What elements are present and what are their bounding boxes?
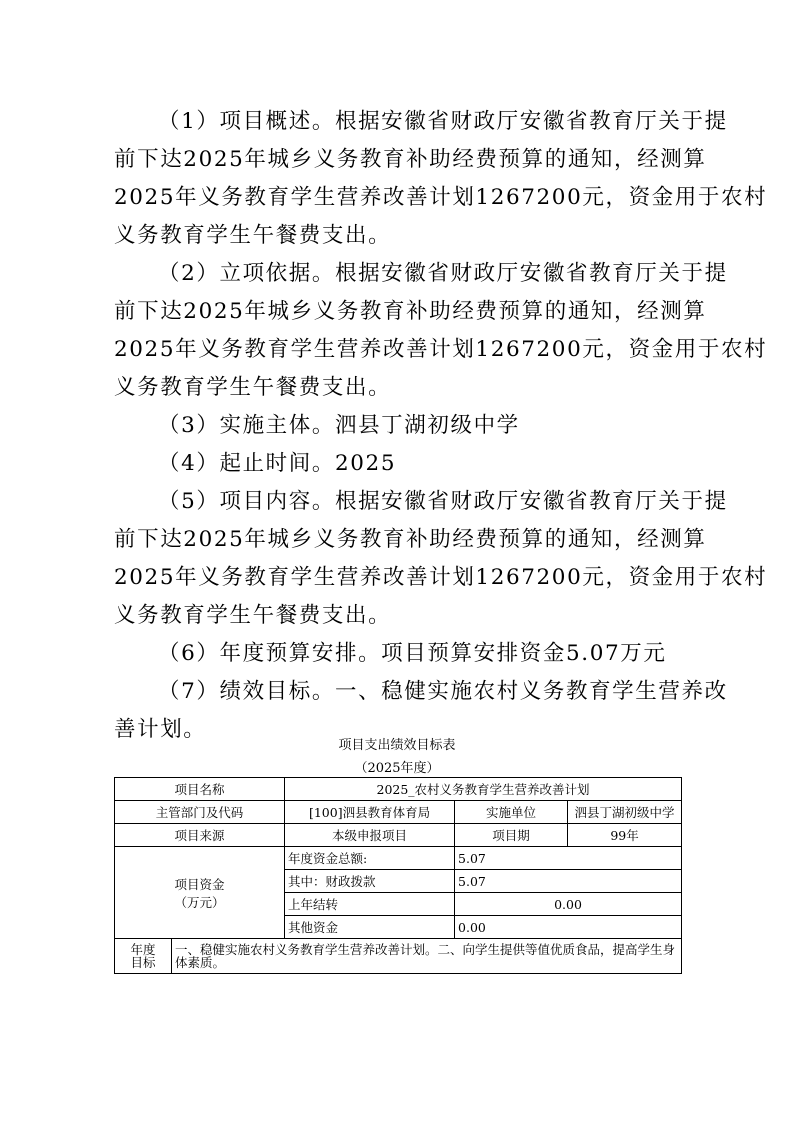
period-value: 99年 [568,824,682,847]
table-row [115,801,682,824]
table-row [115,778,682,801]
funds-row-label: 年度资金总额: [285,847,455,870]
goal-label-line: 目标 [130,955,156,970]
paragraph-overview [114,103,768,255]
paragraph-period [114,445,684,483]
funds-row-label: 其中：财政拨款 [285,870,455,893]
text-line: 2025年义务教育学生营养改善计划1267200元，资金用于农村 [114,185,768,210]
text-line: 前下达2025年城乡义务教育补助经费预算的通知，经测算 [114,299,707,324]
text-line: （4）起止时间。2025 [158,451,397,476]
table-row [115,824,682,847]
period-label: 项目期 [455,824,568,847]
text-line: （1）项目概述。根据安徽省财政厅安徽省教育厅关于提 [158,109,728,134]
text-line: 前下达2025年城乡义务教育补助经费预算的通知，经测算 [114,527,707,552]
funds-row-value: 5.07 [455,870,682,893]
text-line: （5）项目内容。根据安徽省财政厅安徽省教育厅关于提 [158,489,728,514]
goal-text: 一、稳健实施农村义务教育学生营养改善计划。二、向学生提供等值优质食品，提高学生身体素质。 [172,939,682,974]
funds-row-value: 5.07 [455,847,682,870]
source-label: 项目来源 [115,824,285,847]
funds-row-label: 上年结转 [285,893,455,916]
text-line: （2）立项依据。根据安徽省财政厅安徽省教育厅关于提 [158,261,728,286]
paragraph-content [114,483,768,635]
table-subtitle: （2025年度） [354,761,440,776]
dept-value: [100]泗县教育体育局 [285,801,455,824]
funds-row-value: 0.00 [455,916,682,939]
goal-label-line: 年度 [130,942,156,957]
funds-label-unit: （万元） [174,894,225,910]
performance-goal-table [114,777,682,974]
text-line: 义务教育学生午餐费支出。 [114,603,392,628]
project-name-label: 项目名称 [115,778,285,801]
paragraph-basis [114,255,768,407]
source-value: 本级申报项目 [285,824,455,847]
text-line: 前下达2025年城乡义务教育补助经费预算的通知，经测算 [114,147,707,172]
text-line: （3）实施主体。泗县丁湖初级中学 [158,413,520,438]
text-line: 2025年义务教育学生营养改善计划1267200元，资金用于农村 [114,565,768,590]
text-line: （6）年度预算安排。项目预算安排资金5.07万元 [158,641,667,666]
dept-label: 主管部门及代码 [115,801,285,824]
unit-label: 实施单位 [455,801,568,824]
text-line: 义务教育学生午餐费支出。 [114,223,392,248]
text-line: 义务教育学生午餐费支出。 [114,375,392,400]
funds-row-value: 0.00 [455,893,682,916]
paragraph-implementer [114,407,684,445]
table-row [115,939,682,974]
unit-value: 泗县丁湖初级中学 [568,801,682,824]
table-title: 项目支出绩效目标表 [338,738,456,753]
funds-label [115,847,285,939]
funds-row-label: 其他资金 [285,916,455,939]
funds-label-line: 项目资金 [174,876,225,892]
text-line: 善计划。 [114,717,207,742]
goal-label [115,939,172,974]
paragraph-budget [114,635,684,673]
project-name-value: 2025_农村义务教育学生营养改善计划 [285,778,682,801]
text-line: （7）绩效目标。一、稳健实施农村义务教育学生营养改 [158,679,728,704]
table-row [115,847,682,870]
text-line: 2025年义务教育学生营养改善计划1267200元，资金用于农村 [114,337,768,362]
